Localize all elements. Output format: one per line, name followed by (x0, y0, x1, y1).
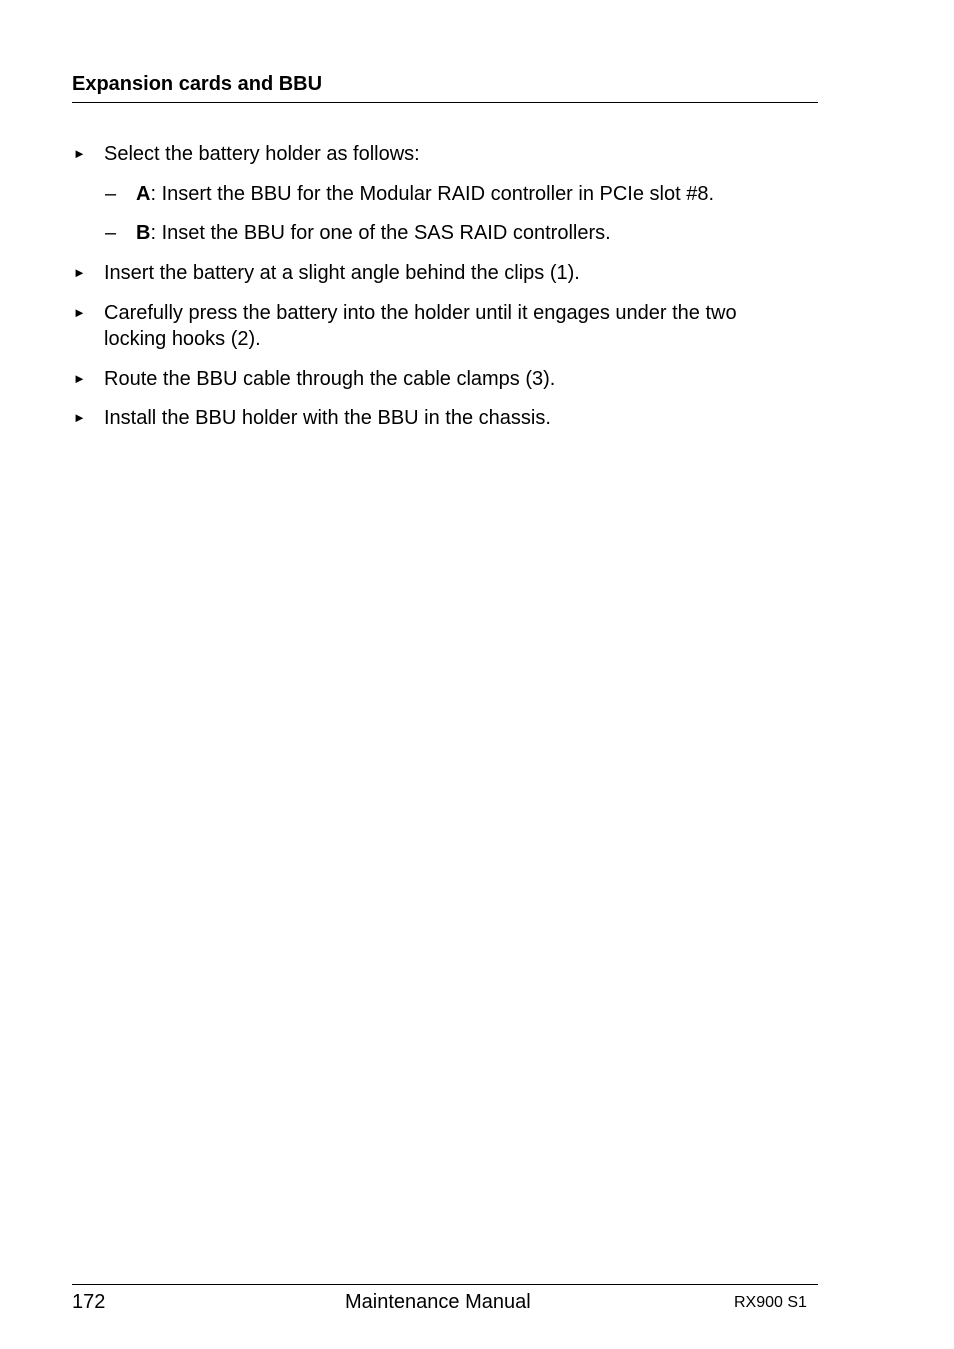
step-arrow-icon: ► (73, 265, 86, 280)
manual-title: Maintenance Manual (345, 1291, 531, 1313)
substep-dash: – (105, 222, 117, 244)
step-4-text: Route the BBU cable through the cable clamps (3). (104, 368, 556, 390)
substep-b-body: : Inset the BBU for one of the SAS RAID controllers. (150, 222, 611, 244)
substep-a-label: A (136, 183, 151, 205)
substep-a-body: : Insert the BBU for the Modular RAID controller in PCIe slot #8. (150, 183, 715, 205)
step-3-text-line2: locking hooks (2). (104, 328, 261, 350)
header-rule (72, 102, 818, 103)
page-number: 172 (72, 1291, 106, 1313)
step-5-text: Install the BBU holder with the BBU in the chassis. (104, 407, 551, 429)
section-header-title: Expansion cards and BBU (72, 73, 323, 95)
substep-b-text (136, 220, 611, 246)
footer-rule (72, 1284, 818, 1285)
step-arrow-icon: ► (73, 305, 86, 320)
substep-dash: – (105, 183, 117, 205)
step-2-text: Insert the battery at a slight angle behind the clips (1). (104, 262, 580, 284)
step-arrow-icon: ► (73, 410, 86, 425)
step-arrow-icon: ► (73, 146, 86, 161)
step-arrow-icon: ► (73, 371, 86, 386)
substep-b-label: B (136, 222, 151, 244)
step-3-text-line1: Carefully press the battery into the holder until it engages under the two (104, 302, 737, 324)
step-1-text: Select the battery holder as follows: (104, 143, 420, 165)
model-name: RX900 S1 (734, 1294, 807, 1311)
substep-a-text (136, 181, 714, 207)
